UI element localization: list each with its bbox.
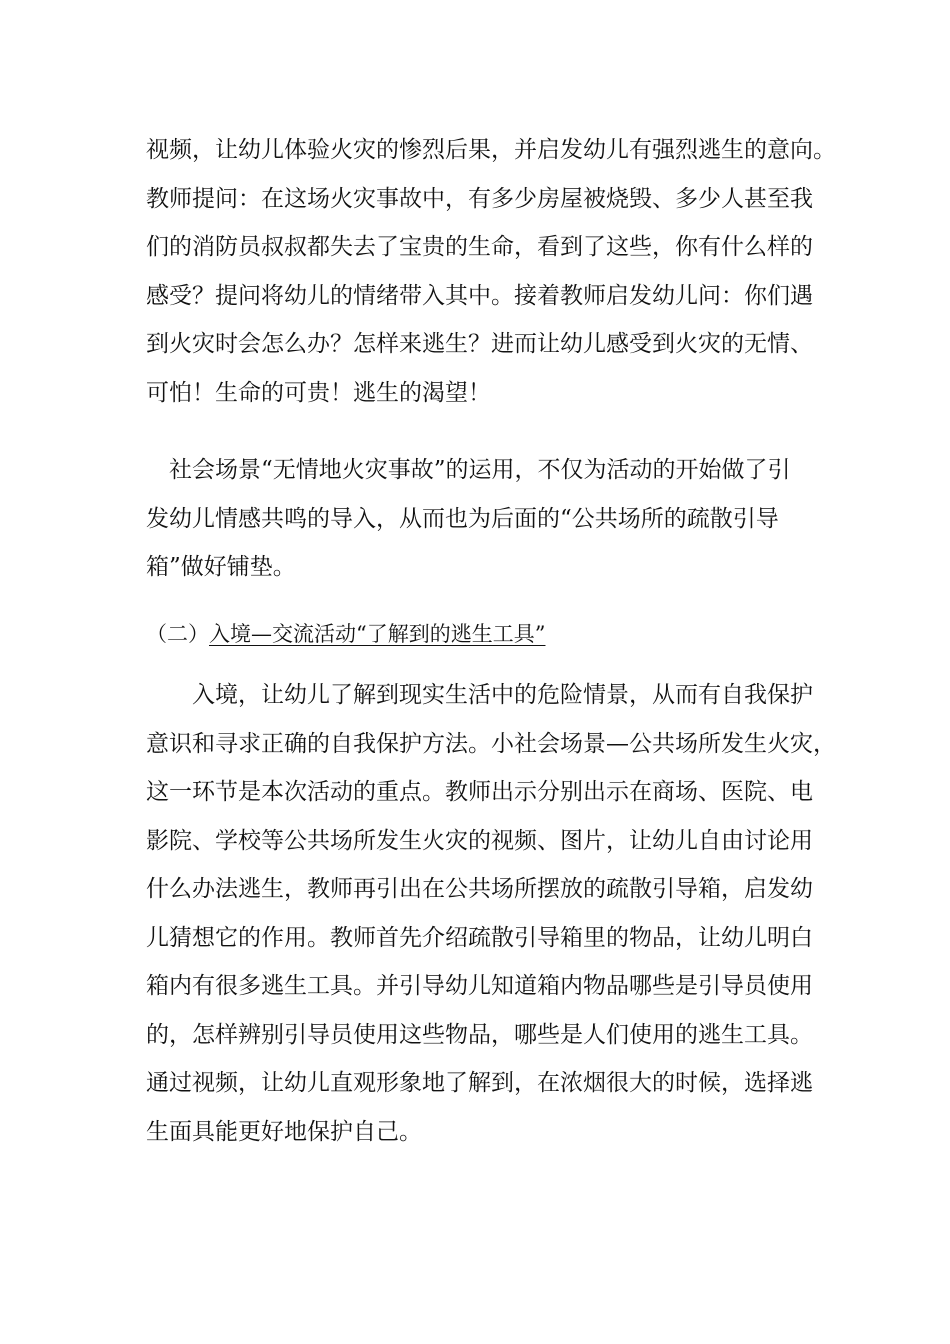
paragraph-social-scene [146,446,791,592]
paragraph-enter-scene [146,671,836,1156]
paragraph-fire-video [146,126,836,417]
text-line: 影院、学校等公共场所发生火灾的视频、图片，让幼儿自由讨论用 [146,827,813,854]
text-line: 到火灾时会怎么办？怎样来逃生？进而让幼儿感受到火灾的无情、 [146,331,813,357]
text-line: 箱内有很多逃生工具。并引导幼儿知道箱内物品哪些是引导员使用 [146,973,813,999]
text-line: 儿猜想它的作用。教师首先介绍疏散引导箱里的物品，让幼儿明白 [146,924,813,951]
text-line: 感受？提问将幼儿的情绪带入其中。接着教师启发幼儿问：你们遇 [146,282,813,309]
text-line: 箱”做好铺垫。 [146,554,296,580]
text-line: 们的消防员叔叔都失去了宝贵的生命，看到了这些，你有什么样的 [146,234,813,260]
text-line: 教师提问：在这场火灾事故中，有多少房屋被烧毁、多少人甚至我 [146,185,813,212]
text-line: 通过视频，让幼儿直观形象地了解到，在浓烟很大的时候，选择逃 [146,1070,813,1096]
text-line: 生面具能更好地保护自己。 [146,1118,422,1145]
text-line: 社会场景“无情地火灾事故”的运用，不仅为活动的开始做了引 [146,457,791,483]
text-line: 可怕！生命的可贵！逃生的渴望！ [146,379,491,406]
text-line: 什么办法逃生，教师再引出在公共场所摆放的疏散引导箱，启发幼 [146,876,813,902]
text-line: 意识和寻求正确的自我保护方法。小社会场景—公共场所发生火灾， [146,730,836,757]
text-line: 的，怎样辨别引导员使用这些物品，哪些是人们使用的逃生工具。 [146,1021,813,1048]
section-title: 入境—交流活动“了解到的逃生工具” [209,622,546,646]
section-number: （二） [146,622,209,646]
text-line: 发幼儿情感共鸣的导入，从而也为后面的“公共场所的疏散引导 [146,505,779,532]
text-line: 视频，让幼儿体验火灾的惨烈后果，并启发幼儿有强烈逃生的意向。 [146,137,836,163]
text-line: 这一环节是本次活动的重点。教师出示分别出示在商场、医院、电 [146,779,813,805]
section-heading [146,610,545,658]
text-line: 入境，让幼儿了解到现实生活中的危险情景，从而有自我保护 [146,682,813,708]
